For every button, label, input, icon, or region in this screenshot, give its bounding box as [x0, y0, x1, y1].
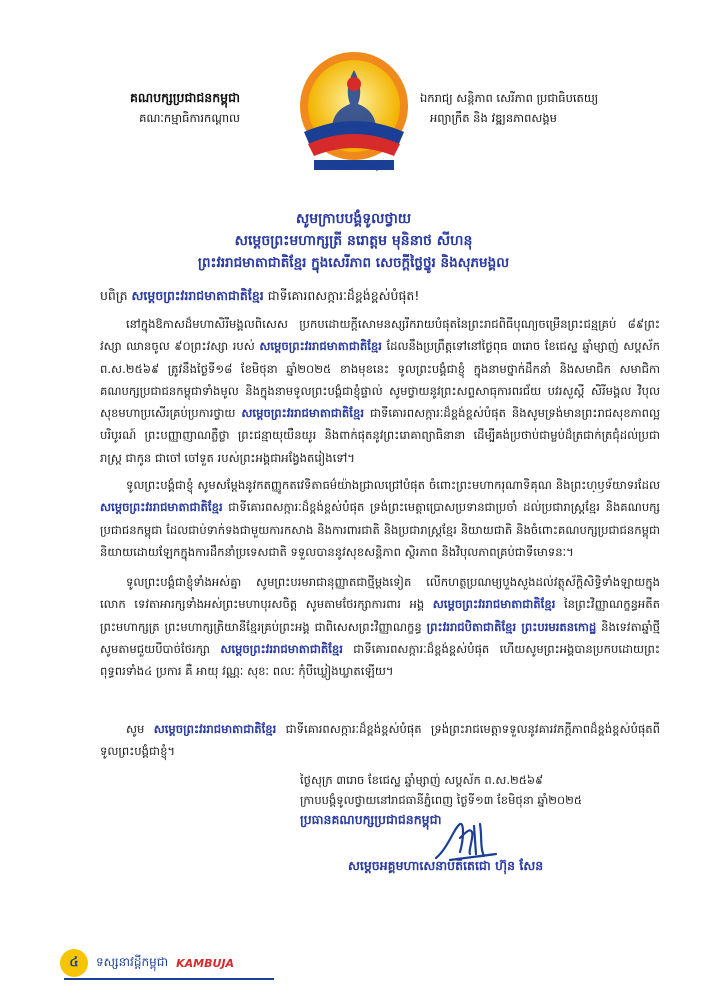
p1-text-e: ជាទីគោរពសក្ការៈដ៏ខ្ពង់ខ្ពស់បំផុត និងសូមទ្រង់មានព្រះរាជសុខភាពល្អបរិបូរណ៍ ព្រះបញ្ញាញាណភ្លឺថ្លា ព្រះជន្មាយុយឺនយូរ និងពាក់ផុតនូវព្រះរោគាព្យាធិនានា ដើម្បីគង់ប្រថាប់ជាម្លប់ដ៏ត្រជាក់ត្រជុំដល់ប្រជារាស្ត្រ ជាកូន ជាចៅ ចៅទួត របស់ព្រះអង្គជាអង្វែងតរៀងទៅ។ — [100, 406, 661, 465]
p1-bold-b: សម្តេចព្រះវររាជមាតាជាតិខ្មែរ — [259, 339, 382, 354]
p2-text-a: ទូលព្រះបង្គំជាខ្ញុំ សូមសម្តែងនូវកតញ្ញូកតវេទិតាធម៌យ៉ាងជ្រាលជ្រៅបំផុត ចំពោះព្រះមហាករុណាទិគុណ និងព្រះហ្ឫទ័យាទរដែល — [126, 478, 660, 492]
signer-title: ប្រធានគណបក្សប្រជាជនកម្ពុជា — [300, 812, 442, 827]
salutation-line-2: សម្តេចព្រះមហាក្សត្រី នរោត្តម មុនិនាថ សីហនុ — [234, 233, 473, 249]
party-logo-icon — [294, 48, 414, 174]
motto-line-2: អព្យាក្រឹត និង វឌ្ឍនភាពសង្គម — [430, 111, 557, 125]
p3-text-a: ទូលព្រះបង្គំជាខ្ញុំទាំងអស់គ្នា សូមព្រះបរមរាជានុញ្ញាតជាថ្មីម្តងទៀត លើកហត្ថប្រណម្យបួងសួងដល់វត្ថុស័ក្តិសិទ្ធិទាំងឡាយក្នុងលោក ទេវតាអារក្សទាំងអស់ព្រះមហាបុរសចិត្ត សូមតាមថែរក្សាការពារ អង្គ — [100, 575, 660, 612]
signer-name: សម្តេចអគ្គមហាសេនាបតីតេជោ ហ៊ុន សែន — [348, 858, 544, 873]
p4-text-c: ជាទីគោរពសក្ការៈដ៏ខ្ពង់ខ្ពស់បំផុត ទ្រង់ព្រះរាជមេត្តាទទួលនូវគារវភក្តីភាពដ៏ខ្ពង់ខ្ពស់បំផុតពីទូលព្រះបង្គំជាខ្ញុំ។ — [100, 722, 661, 759]
paragraph-4 — [100, 718, 660, 763]
salutation-line-3: ព្រះវររាជមាតាជាតិខ្មែរ ក្នុងសេរីភាព សេចក្តីថ្លៃថ្នូរ និងសុភមង្គល — [197, 255, 510, 271]
page-number: ៤ — [60, 949, 88, 977]
footer-divider — [64, 978, 274, 980]
greeting-suffix: ជាទីគោរពសក្ការៈដ៏ខ្ពង់ខ្ពស់បំផុត! — [267, 288, 420, 303]
p4-text-a: សូម — [126, 722, 145, 736]
party-name: គណបក្សប្រជាជនកម្ពុជា — [130, 90, 240, 105]
p3-text-e: និងទេវតាឆ្នាំថ្មី សូមតាមជួយបីបាច់ថែរក្សា — [100, 619, 661, 656]
header-right — [420, 88, 670, 128]
p3-bold-f: សម្តេចព្រះវររាជមាតាជាតិខ្មែរ — [220, 641, 343, 656]
footer — [60, 948, 234, 978]
p3-bold-d: ព្រះវររាជបិតាជាតិខ្មែរ ព្រះបរមរតនកោដ្ឋ — [426, 619, 597, 634]
date-solar: ក្រាបបង្គំទូលថ្វាយនៅរាជធានីភ្នំពេញ ថ្ងៃទី១៣ ខែមិថុនា ឆ្នាំ២០២៥ — [300, 793, 582, 807]
greeting — [100, 286, 660, 306]
p3-text-c: នៃព្រះវិញ្ញាណក្ខន្ធអតីតព្រះមហាក្សត្រ ព្រះមហាក្សត្រិយានីខ្មែរគ្រប់ព្រះអង្គ ជាពិសេសព្រះវិញ្ញាណក្ខន្ធ — [100, 597, 661, 634]
magazine-name-en: KAMBUJA — [176, 956, 235, 970]
committee-name: គណៈកម្មាធិការកណ្ដាល — [139, 111, 240, 125]
greeting-prefix: បពិត្រ — [100, 288, 128, 303]
p1-text-c: ដែលនឹងប្រព្រឹត្តទៅនៅថ្ងៃពុធ ៣រោច ខែជេស្ឋ ឆ្នាំម្សាញ់ សប្តស័ក ព.ស.២៥៦៩ ត្រូវនឹងថ្ងៃទី១៨ ខែមិថុនា ឆ្នាំ២០២៥ ខាងមុខនេះ ទូលព្រះបង្គំជាខ្ញុំ ក្នុងនាមថ្នាក់ដឹកនាំ និងសមាជិក សមាជិកាគណបក្សប្រជាជនកម្ពុជាទាំងមូល និងក្នុងនាមទូលព្រះបង្គំជាខ្ញុំផ្ទាល់ សូមថ្វាយនូវព្រះសព្ទសាធុការពរជ័យ បវរសួស្តី សិរីមង្គល វិបុលសុខមហាប្រសើរគ្រប់ប្រការថ្វាយ — [100, 339, 661, 421]
date-lunar: ថ្ងៃសុក្រ ៣រោច ខែជេស្ឋ ឆ្នាំម្សាញ់ សប្តស័ក ព.ស.២៥៦៩ — [300, 773, 544, 787]
p2-text-c: ជាទីគោរពសក្ការៈដ៏ខ្ពង់ខ្ពស់បំផុត ទ្រង់ព្រះមេត្តាប្រោសប្រទានជាប្រចាំ ដល់ប្រជារាស្ត្រខ្មែរ និងគណបក្សប្រជាជនកម្ពុជា ដែលជាប់ទាក់ទងជាមួយការកសាង និងការពារជាតិ និងប្រជារាស្ត្រខ្មែរ និយាយជាតិ និងចំពោះគណបក្សប្រជាជនកម្ពុជា និយាយដោយឡែកក្នុងការដឹកនាំប្រទេសជាតិ ទទួលបាននូវសុខសន្តិភាព ស្ថិរភាព និងវិបុលភាពគ្រប់ជាទីមោទនៈ។ — [100, 500, 660, 559]
p3-bold-b: សម្តេចព្រះវររាជមាតាជាតិខ្មែរ — [432, 597, 556, 612]
salutation — [60, 208, 647, 274]
paragraph-1 — [100, 313, 660, 469]
p4-bold-b: សម្តេចព្រះវររាជមាតាជាតិខ្មែរ — [153, 722, 277, 736]
magazine-name-kh: ទស្សនាវដ្តីកម្ពុជា — [96, 955, 169, 969]
paragraph-2 — [100, 474, 660, 563]
header-left — [40, 88, 240, 128]
motto-line-1: ឯករាជ្យ សន្តិភាព សេរីភាព ប្រជាធិបតេយ្យ — [420, 91, 599, 105]
p2-bold-b: សម្តេចព្រះវររាជមាតាជាតិខ្មែរ — [100, 500, 223, 515]
paragraph-3 — [100, 571, 660, 682]
logo-caption: គណបក្សប្រជាជនកម្ពុជា — [323, 162, 385, 170]
salutation-line-1: សូមក្រាបបង្គំទូលថ្វាយ — [295, 211, 412, 227]
p1-bold-d: សម្តេចព្រះវររាជមាតាជាតិខ្មែរ — [241, 406, 365, 421]
p3-text-g: ជាទីគោរពសក្ការៈដ៏ខ្ពង់ខ្ពស់បំផុត ហើយសូមព្រះអង្គបានប្រកបដោយព្រះពុទ្ធពរទាំង៤ ប្រការ គឺ អាយុ វណ្ណៈ សុខៈ ពលៈ កុំបីឃ្លៀងឃ្លាតឡើយ។ — [100, 641, 660, 679]
p1-text-a: នៅក្នុងឱកាសដ៏មហាសិរីមង្គលពិសេស ប្រកបដោយក្តីសោមនស្សរីករាយបំផុតនៃព្រះរាជពិធីបុណ្យចម្រើនព្រះជន្មគ្រប់ ៨៩ព្រះវស្សា ឈានចូល ៩០ព្រះវស្សា របស់ — [100, 317, 660, 354]
greeting-bold: សម្តេចព្រះវររាជមាតាជាតិខ្មែរ — [131, 288, 264, 303]
